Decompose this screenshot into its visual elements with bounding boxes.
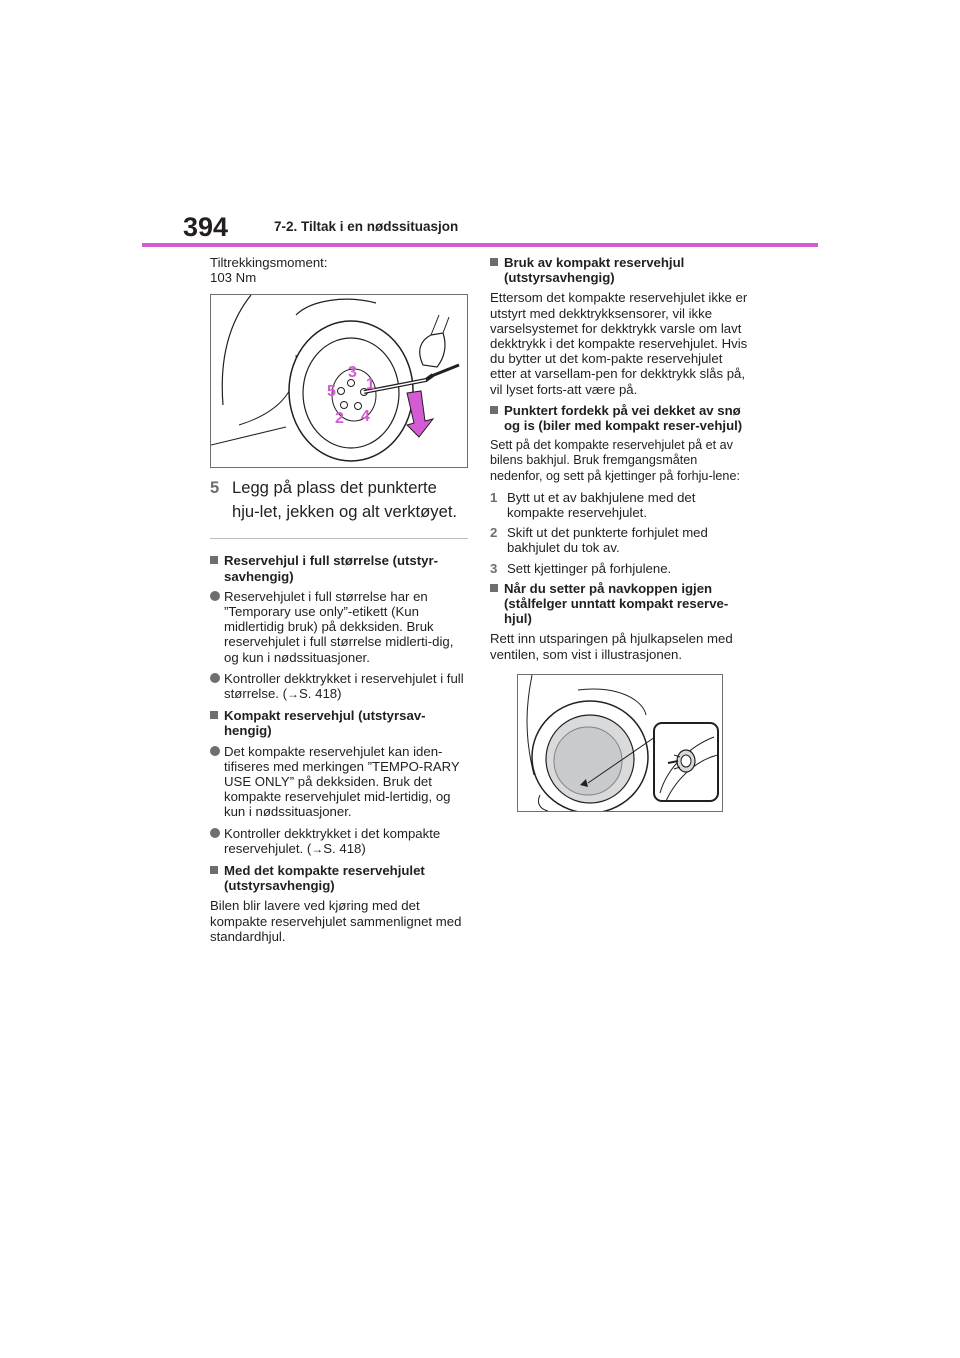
step-number: 5 (210, 478, 220, 498)
step-3 (490, 561, 748, 576)
step-text: Legg på plass det punkterte hju-let, jekken og alt verktøyet. (232, 478, 458, 522)
page-reference[interactable]: S. 418) (299, 686, 342, 702)
square-bullet-icon (210, 711, 218, 719)
heading-text: Med det kompakte reservehjulet (utstyrsavhengig) (224, 863, 425, 894)
hubcap-illustration-svg (518, 675, 722, 811)
bullet-text: Kontroller dekktrykket i reservehjulet i full størrelse. ( (224, 670, 464, 702)
step-1 (490, 490, 748, 520)
step-text: Bytt ut et av bakhjulene med det kompakte reservehjulet. (507, 489, 696, 521)
heading-text: Kompakt reservehjul (utstyrsav-hengig) (224, 708, 426, 739)
nut-label-5: 5 (327, 383, 336, 401)
heading-using-compact-spare (490, 255, 748, 285)
section-title: 7-2. Tiltak i en nødssituasjon (274, 219, 459, 234)
step-5 (210, 476, 468, 524)
bullet-text-with-ref (224, 826, 468, 857)
square-bullet-icon (490, 584, 498, 592)
square-bullet-icon (210, 556, 218, 564)
arrow-icon: → (311, 841, 324, 856)
bullet-item (210, 671, 468, 702)
round-bullet-icon (210, 673, 220, 683)
nut-label-4: 4 (361, 408, 370, 426)
page-reference[interactable]: S. 418) (323, 840, 366, 856)
divider (210, 538, 468, 539)
heading-refitting-hubcap (490, 581, 748, 627)
nut-label-3: 3 (348, 364, 357, 382)
page-number: 394 (183, 212, 229, 242)
paragraph: Ettersom det kompakte reservehjulet ikke er utstyrt med dekktrykksensorer, vil ikke varselsystemet for dekktrykk varsle om lavt dekktrykk i det kompakte reservehjulet. Hvis du bytter ut det kom-pakte reservehjulet etter at varsellam-pen for dekktrykk slås på, vil lyset forts-att være på. (490, 290, 748, 397)
bullet-item (210, 744, 468, 820)
round-bullet-icon (210, 746, 220, 756)
torque-value: 103 Nm (210, 270, 257, 286)
bullet-text: Det kompakte reservehjulet kan iden-tifiseres med merkingen ”TEMPO-RARY USE ONLY” på dekksiden. Bruk det kompakte reservehjulet mid-lertidig, og kun i nødssituasjoner. (224, 743, 460, 820)
heading-text: Punktert fordekk på vei dekket av snø og is (biler med kompakt reser-vehjul) (504, 402, 743, 434)
square-bullet-icon (490, 258, 498, 266)
step-2 (490, 525, 748, 555)
bullet-item (210, 589, 468, 665)
paragraph: Bilen blir lavere ved kjøring med det kompakte reservehjulet sammenlignet med standardhjul. (210, 898, 462, 944)
right-column (490, 255, 748, 812)
step-number: 2 (490, 525, 498, 541)
wheel-nut-tightening-illustration (210, 294, 468, 468)
step-text: Skift ut det punkterte forhjulet med bakhjulet du tok av. (507, 525, 708, 556)
left-column (210, 255, 468, 950)
step-number: 1 (490, 489, 498, 505)
paragraph: Rett inn utsparingen på hjulkapselen med ventilen, som vist i illustrasjonen. (490, 631, 733, 662)
bullet-text-with-ref (224, 671, 468, 702)
heading-flat-front-tire (490, 403, 748, 433)
heading-text: Reservehjul i full størrelse (utstyr-savhengig) (224, 553, 438, 584)
hubcap-valve-illustration (517, 674, 723, 812)
nut-label-2: 2 (335, 410, 344, 428)
step-text: Sett kjettinger på forhjulene. (507, 560, 672, 576)
nut-label-1: 1 (366, 376, 375, 394)
torque-text (210, 255, 468, 285)
paragraph: Sett på det kompakte reservehjulet på et av bilens bakhjul. Bruk fremgangsmåten nedenfor, og sett på kjettinger på forhju-lene: (490, 438, 740, 483)
square-bullet-icon (490, 406, 498, 414)
step-number: 3 (490, 560, 498, 576)
heading-with-compact-spare (210, 863, 468, 893)
header-rule (142, 243, 818, 247)
bullet-text: Reservehjulet i full størrelse har en ”Temporary use only”-etikett (Kun midlertidig bruk) på dekksiden. Bruk reservehjulet i full størrelse midlerti-dig, og kun i nødssituasjoner. (224, 588, 454, 665)
heading-compact-spare (210, 708, 468, 738)
heading-text: Når du setter på navkoppen igjen (stålfelger unntatt kompakt reserve-hjul) (504, 580, 729, 627)
torque-label: Tiltrekkingsmoment: (210, 255, 328, 270)
wheel-illustration-svg (211, 295, 467, 467)
heading-full-size-spare (210, 553, 468, 583)
square-bullet-icon (210, 866, 218, 874)
heading-text: Bruk av kompakt reservehjul (utstyrsavhengig) (504, 255, 685, 286)
round-bullet-icon (210, 828, 220, 838)
bullet-item (210, 826, 468, 857)
round-bullet-icon (210, 591, 220, 601)
bullet-text: Kontroller dekktrykket i det kompakte reservehjulet. ( (224, 825, 441, 856)
arrow-icon: → (287, 687, 300, 702)
